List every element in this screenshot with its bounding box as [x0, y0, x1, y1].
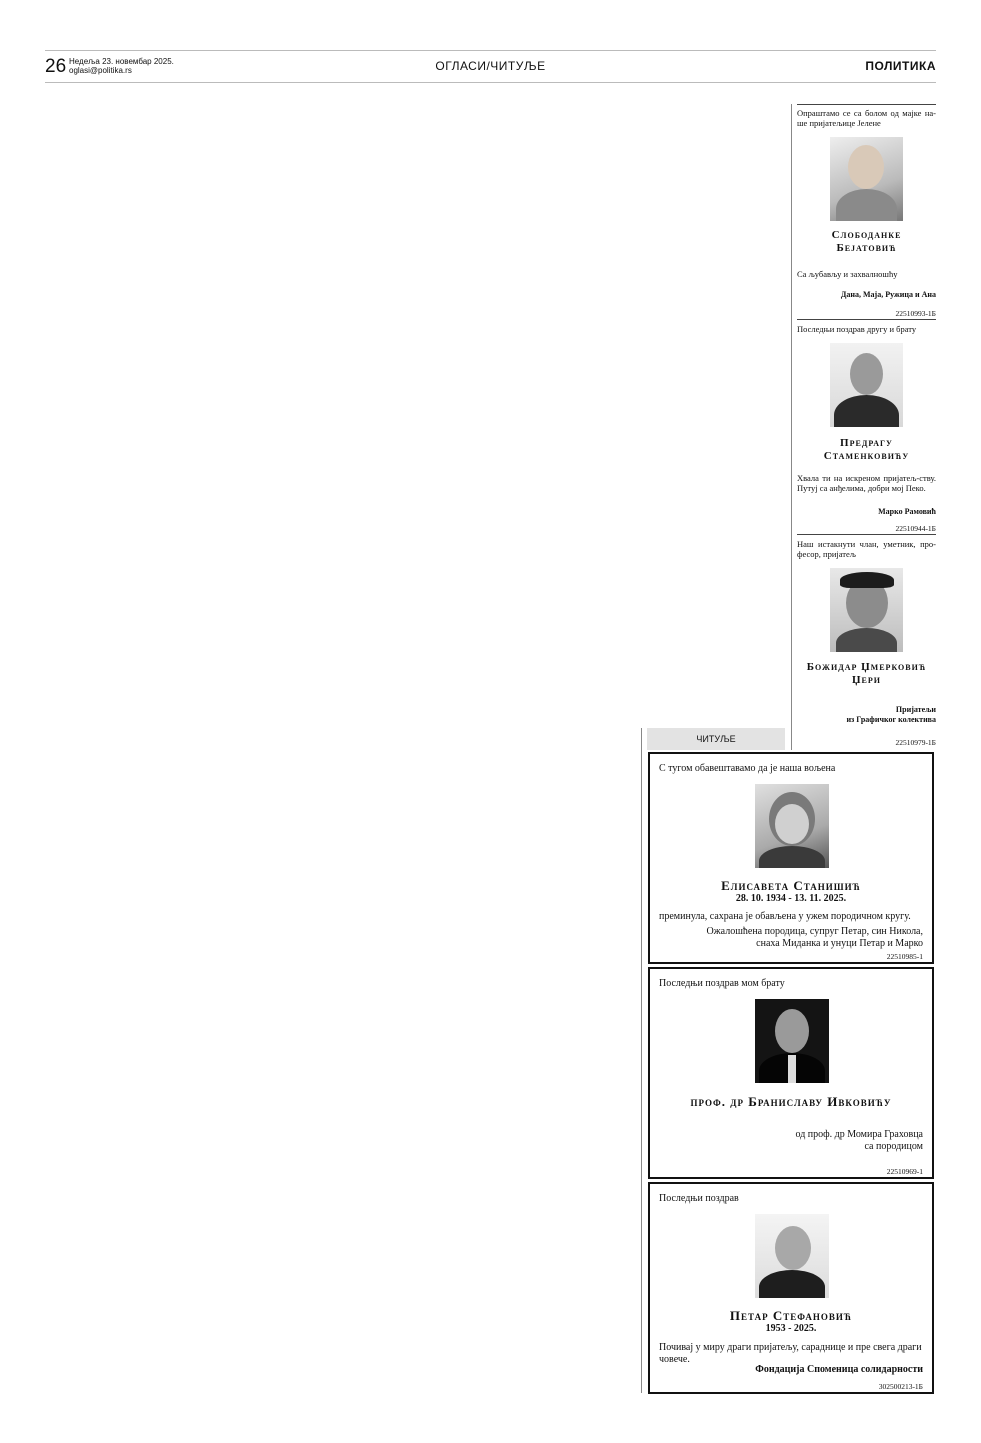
issue-date: Недеља 23. новембар 2025. [69, 57, 174, 66]
contact-email[interactable]: oglasi@politika.rs [69, 66, 132, 75]
notice-code: 22510944-1Б [895, 524, 936, 533]
obituary-box [648, 1182, 934, 1394]
notice-intro: Последњи поздрав мом брату [659, 978, 785, 989]
notice-text: преминула, сахрана је обављена у ужем породичном кругу. [659, 911, 911, 922]
deceased-name: Петар Стефановић [729, 1308, 853, 1323]
notice-signature: Фондација Споменица солидарности [755, 1364, 923, 1375]
section-tab: ЧИТУЉЕ [647, 728, 785, 750]
portrait-photo [755, 999, 829, 1083]
notice-signature: Ожалошћена породица, супруг Петар, син Никола, снаха Миданка и унуци Петар и Марко [706, 926, 923, 949]
portrait-photo [755, 1214, 829, 1298]
life-dates: 28. 10. 1934 - 13. 11. 2025. [735, 893, 847, 904]
life-dates: 1953 - 2025. [765, 1323, 817, 1334]
notice-text: Са љубављу и захвалношћу [797, 269, 898, 279]
notice-intro: С тугом обавештавамо да је наша вољена [659, 763, 836, 774]
notice-signature: Марко Рамовић [878, 507, 936, 516]
deceased-name: проф. др Браниславу Ивковићу [690, 1094, 892, 1109]
section-title: ОГЛАСИ/ЧИТУЉЕ [435, 59, 546, 73]
notice-signature: Дана, Маја, Ружица и Ана [840, 290, 936, 299]
portrait-photo [755, 784, 829, 868]
notice-intro: Последњи поздрав [659, 1193, 739, 1204]
notice-code: 22510969-1 [886, 1167, 923, 1176]
portrait-photo [830, 343, 903, 427]
notice-code: 22510979-1Б [895, 738, 936, 747]
notice-code: 22510985-1 [886, 952, 923, 961]
notice-separator [797, 104, 936, 105]
notice-text: Почивај у миру драги пријатељу, сараднице и пре свега драги човече. [659, 1342, 922, 1365]
deceased-name: Слободанке Бејатовић [831, 229, 902, 254]
deceased-name: Елисавета Станишић [721, 878, 861, 893]
notice-signature: Пријатељи из Графичког колектива [846, 705, 936, 724]
notice-intro: Последњи поздрав другу и брату [797, 324, 917, 334]
obituary-box [648, 967, 934, 1179]
notice-intro: Опраштамо се са болом од мајке на-ше пријатељице Јелене [797, 108, 936, 128]
obituary-box [648, 752, 934, 964]
notice-code: 302500213-1Б [878, 1382, 923, 1391]
notice-separator [797, 534, 936, 535]
notice-signature: од проф. др Момира Граховца са породицом [795, 1129, 923, 1152]
notice-separator [797, 319, 936, 320]
page-header [45, 50, 936, 83]
portrait-photo [830, 568, 903, 652]
page-number: 26 [45, 56, 67, 77]
notice-intro: Наш истакнути члан, уметник, про-фесор, пријатељ [797, 539, 936, 559]
column-divider [791, 104, 792, 750]
notice-text: Хвала ти на искреном пријатељ-ству. Путуј са анђелима, добри мој Пеко. [797, 473, 936, 493]
column-divider [641, 728, 642, 1393]
portrait-photo [830, 137, 903, 221]
deceased-name: Божидар Џмерковић Џери [806, 661, 927, 686]
newspaper-logo: ПОЛИТИКА [865, 59, 936, 73]
deceased-name: Предрагу Стаменковићу [823, 437, 910, 462]
notice-code: 22510993-1Б [895, 309, 936, 318]
